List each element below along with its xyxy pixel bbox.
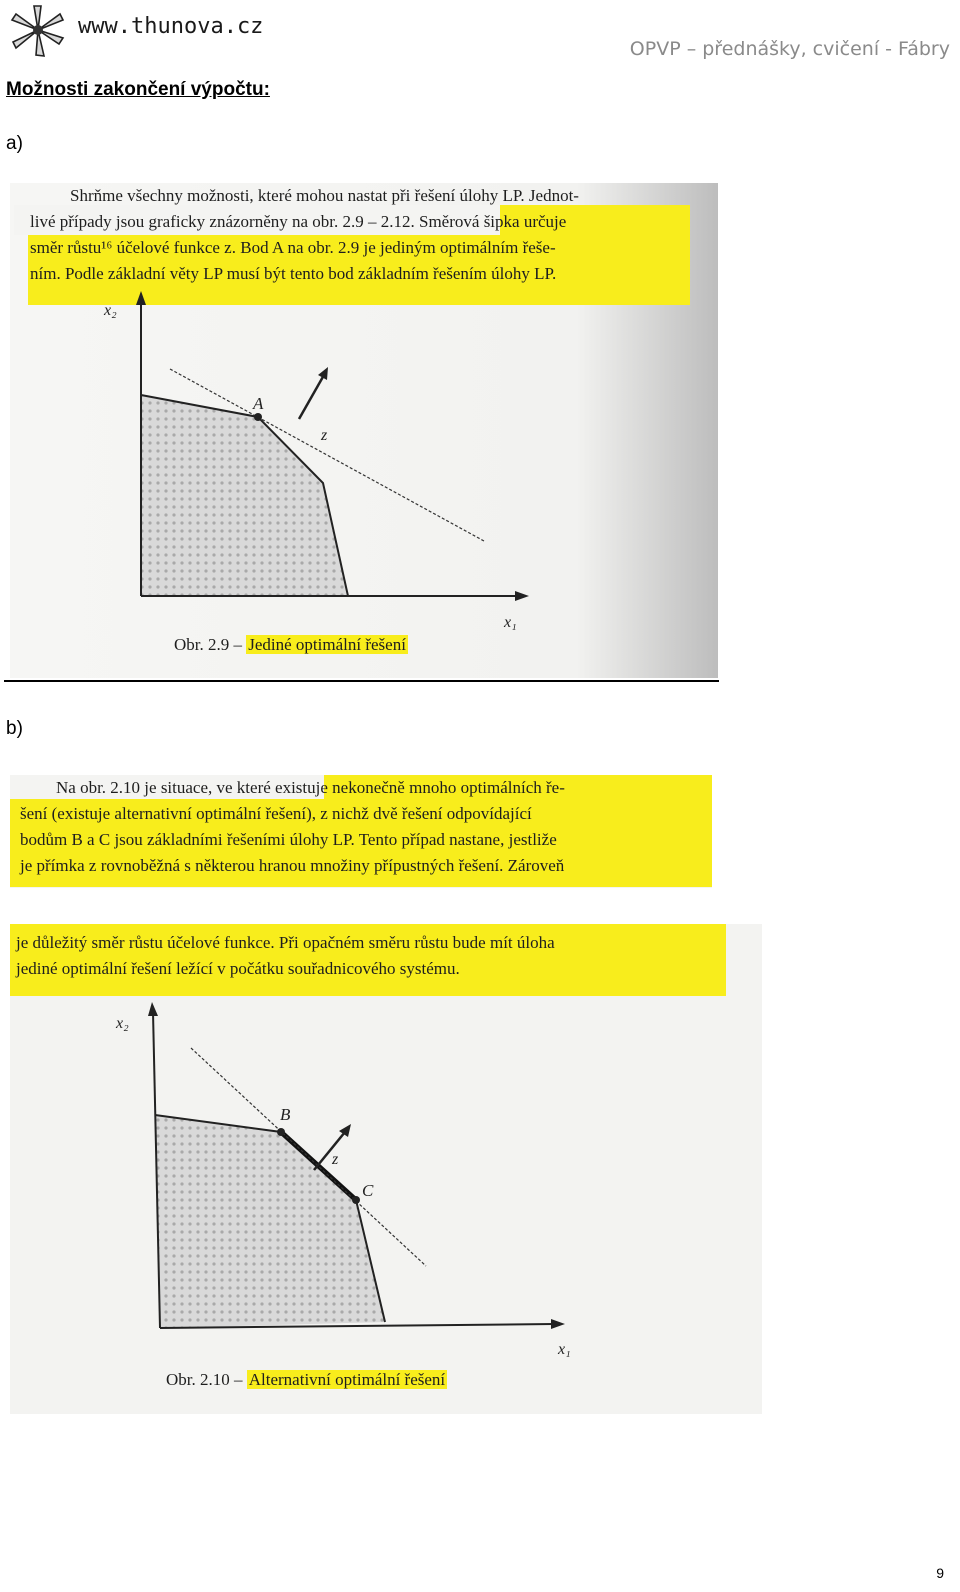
caption-highlight: Jediné optimální řešení [248, 635, 406, 654]
y-axis-arrowhead [136, 291, 146, 305]
point-a-label: A [253, 394, 264, 413]
figure-2-9-scan [10, 183, 718, 678]
paragraph-line: je důležitý směr růstu účelové funkce. Při opačném směru růstu bude mít úloha [16, 933, 555, 952]
x-axis-arrowhead [551, 1319, 565, 1329]
point-b-label: B [280, 1105, 291, 1124]
objective-arrowhead [339, 1124, 351, 1137]
figure-2-10-caption [166, 1370, 447, 1390]
point-c-label: C [362, 1181, 374, 1200]
figure-2-10-scan [10, 924, 762, 1414]
y-axis-label: x₂ [116, 1015, 129, 1032]
y-axis-label: x₂ [104, 302, 117, 319]
x-axis-label: x₁ [504, 614, 517, 631]
paragraph-line: bodům B a C jsou základními řešeními úlohy LP. Tento případ nastane, jestliže [20, 830, 557, 849]
paragraph-line: jediné optimální řešení ležící v počátku souřadnicového systému. [16, 959, 460, 978]
paragraph-line: ním. Podle základní věty LP musí být tento bod základním řešením úlohy LP. [30, 264, 557, 283]
paragraph-line: je přímka z rovnoběžná s některou hranou množiny přípustných řešení. Zároveň [20, 856, 565, 875]
paragraph-line: Na obr. 2.10 je situace, ve které existuje nekonečně mnoho optimálních ře- [56, 778, 565, 797]
case-b-label: b) [6, 718, 23, 739]
figure-2-10-text-scan [10, 775, 712, 888]
arrow-z-label: z [321, 427, 328, 444]
divider [4, 680, 719, 682]
x-axis-arrowhead [515, 591, 529, 601]
arrow-z-label: z [332, 1151, 339, 1168]
caption-prefix: Obr. 2.10 – [166, 1370, 243, 1389]
objective-arrow [299, 375, 324, 419]
paragraph-line: livé případy jsou graficky znázorněny na obr. 2.9 – 2.12. Směrová šipka určuje [30, 212, 567, 231]
page-number: 9 [936, 1565, 944, 1581]
paragraph-line: směr růstu¹⁶ účelové funkce z. Bod A na obr. 2.9 je jediným optimálním řeše- [30, 238, 556, 257]
course-title: OPVP – přednášky, cvičení - Fábry [629, 38, 950, 60]
optimal-point-b [277, 1128, 285, 1136]
case-b-paragraph-1 [20, 775, 565, 879]
section-title: Možnosti zakončení výpočtu: [6, 79, 270, 100]
figure-2-10 [10, 924, 762, 1414]
figure-2-9 [10, 183, 718, 678]
optimal-point-c [352, 1196, 360, 1204]
optimal-point-a [254, 413, 262, 421]
y-axis-arrowhead [148, 1002, 158, 1016]
objective-arrow [314, 1132, 345, 1170]
figure-2-9-caption [174, 635, 408, 655]
caption-highlight: Alternativní optimální řešení [248, 1370, 446, 1389]
paragraph-line: Shrňme všechny možnosti, které mohou nastat při řešení úlohy LP. Jednot- [70, 186, 579, 205]
site-url: www.thunova.cz [78, 14, 264, 39]
x-axis-label: x₁ [558, 1341, 571, 1358]
paragraph-line: šení (existuje alternativní optimální řešení), z nichž dvě řešení odpovídající [20, 804, 532, 823]
case-a-label: a) [6, 133, 23, 154]
caption-prefix: Obr. 2.9 – [174, 635, 242, 654]
flower-icon [8, 2, 68, 58]
feasible-region [141, 395, 348, 596]
